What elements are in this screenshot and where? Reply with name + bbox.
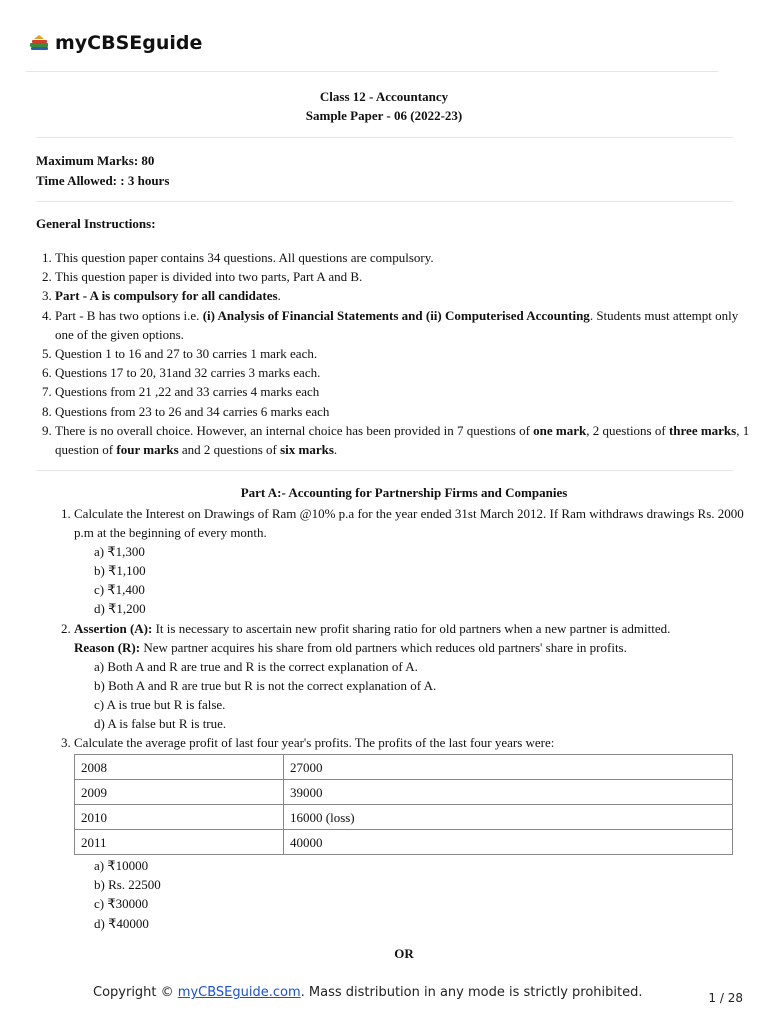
- question-1-options: [74, 542, 752, 618]
- instruction-item: 4. Part - B has two options i.e. (i) Analysis of Financial Statements and (ii) Computerised Accounting. Students must attempt only one of the given options.: [55, 306, 752, 344]
- question-3: 3. Calculate the average profit of last four year's profits. The profits of the last four years were: 2008 27000 2009 39000 2010 16000 (loss) 2011 40000 a) ₹10000 b) Rs. 22500 c) ₹30000 d) ₹40000: [74, 733, 752, 932]
- divider: [26, 71, 718, 72]
- instruction-item: 1. This question paper contains 34 questions. All questions are compulsory.: [55, 248, 752, 267]
- divider: [36, 470, 733, 471]
- question-1: 1. Calculate the Interest on Drawings of Ram @10% p.a for the year ended 31st March 2012. If Ram withdraws drawings Rs. 2000 p.m at the beginning of every month. a) ₹1,300 b) ₹1,100 c) ₹1,400 d) ₹1,200: [74, 504, 752, 619]
- instruction-item: 5. Question 1 to 16 and 27 to 30 carries 1 mark each.: [55, 344, 752, 363]
- option: b) ₹1,100: [94, 563, 146, 579]
- page-number: 1 / 28: [708, 991, 743, 1005]
- option: a) Both A and R are true and R is the correct explanation of A.: [94, 658, 418, 674]
- option: c) ₹30000: [94, 896, 149, 912]
- sample-paper-title: Sample Paper - 06 (2022-23): [305, 108, 463, 123]
- instructions-heading: General Instructions:: [36, 216, 156, 231]
- year-cell: 2011: [75, 830, 284, 855]
- option: d) ₹1,200: [94, 601, 146, 617]
- year-cell: 2010: [75, 805, 284, 830]
- time-allowed: Time Allowed: : 3 hours: [36, 172, 170, 188]
- or-label: OR: [394, 946, 414, 961]
- table-row: [75, 805, 733, 830]
- instruction-item: 8. Questions from 23 to 26 and 34 carries 6 marks each: [55, 402, 752, 421]
- year-cell: 2009: [75, 780, 284, 805]
- table-row: [75, 780, 733, 805]
- profit-cell: 16000 (loss): [284, 805, 733, 830]
- option: d) ₹40000: [94, 915, 149, 931]
- profit-cell: 40000: [284, 830, 733, 855]
- divider: [36, 201, 733, 202]
- question-2: 2. Assertion (A): It is necessary to ascertain new profit sharing ratio for old partners when a new partner is admitted. Reason (R): New partner acquires his share from old partners which reduces old partners' share in profits. a) Both A and R are true and R is the correct explanation of A. b) Both A and R are true but R is not the correct explanation of A. c) A is true but R is false. d) A is false but R is true.: [74, 619, 752, 734]
- paper-title: [0, 87, 768, 125]
- option: a) ₹10000: [94, 858, 149, 874]
- option: c) A is true but R is false.: [94, 696, 226, 712]
- max-marks: Maximum Marks: 80: [36, 153, 155, 168]
- option: b) Both A and R are true but R is not the correct explanation of A.: [94, 677, 437, 693]
- option: a) ₹1,300: [94, 544, 145, 560]
- option: b) Rs. 22500: [94, 877, 161, 893]
- instruction-item: 7. Questions from 21 ,22 and 33 carries 4 marks each: [55, 382, 752, 401]
- profit-cell: 39000: [284, 780, 733, 805]
- exam-meta: [36, 151, 169, 190]
- year-cell: 2008: [75, 755, 284, 780]
- brand-name[interactable]: myCBSEguide: [55, 32, 203, 54]
- instruction-item: 3. Part - A is compulsory for all candidates.: [55, 286, 752, 305]
- footer-link[interactable]: myCBSEguide.com: [177, 985, 301, 1000]
- option: d) A is false but R is true.: [94, 716, 227, 732]
- question-2-options: [74, 657, 752, 733]
- instructions-list: [36, 248, 752, 459]
- table-row: [75, 830, 733, 855]
- questions-list: [55, 504, 752, 933]
- option: c) ₹1,400: [94, 582, 145, 598]
- profit-cell: 27000: [284, 755, 733, 780]
- instruction-item: 9. There is no overall choice. However, an internal choice has been provided in 7 questions of one mark, 2 questions of three marks, 1 question of four marks and 2 questions of six marks.: [55, 421, 752, 459]
- reason-line: Reason (R): New partner acquires his share from old partners which reduces old partners' share in profits.: [74, 639, 627, 655]
- instruction-item: 6. Questions 17 to 20, 31and 32 carries 3 marks each.: [55, 363, 752, 382]
- table-row: [75, 755, 733, 780]
- divider: [36, 137, 733, 138]
- profits-table: [74, 754, 733, 855]
- footer-copyright: Copyright © myCBSEguide.com. Mass distribution in any mode is strictly prohibited.: [93, 985, 643, 1000]
- site-header: [26, 30, 202, 56]
- class-title: Class 12 - Accountancy: [319, 89, 449, 104]
- question-3-options: [74, 856, 752, 932]
- instruction-item: 2. This question paper is divided into two parts, Part A and B.: [55, 267, 752, 286]
- logo-icon[interactable]: [26, 30, 52, 56]
- part-a-title: Part A:- Accounting for Partnership Firms and Companies: [240, 485, 568, 500]
